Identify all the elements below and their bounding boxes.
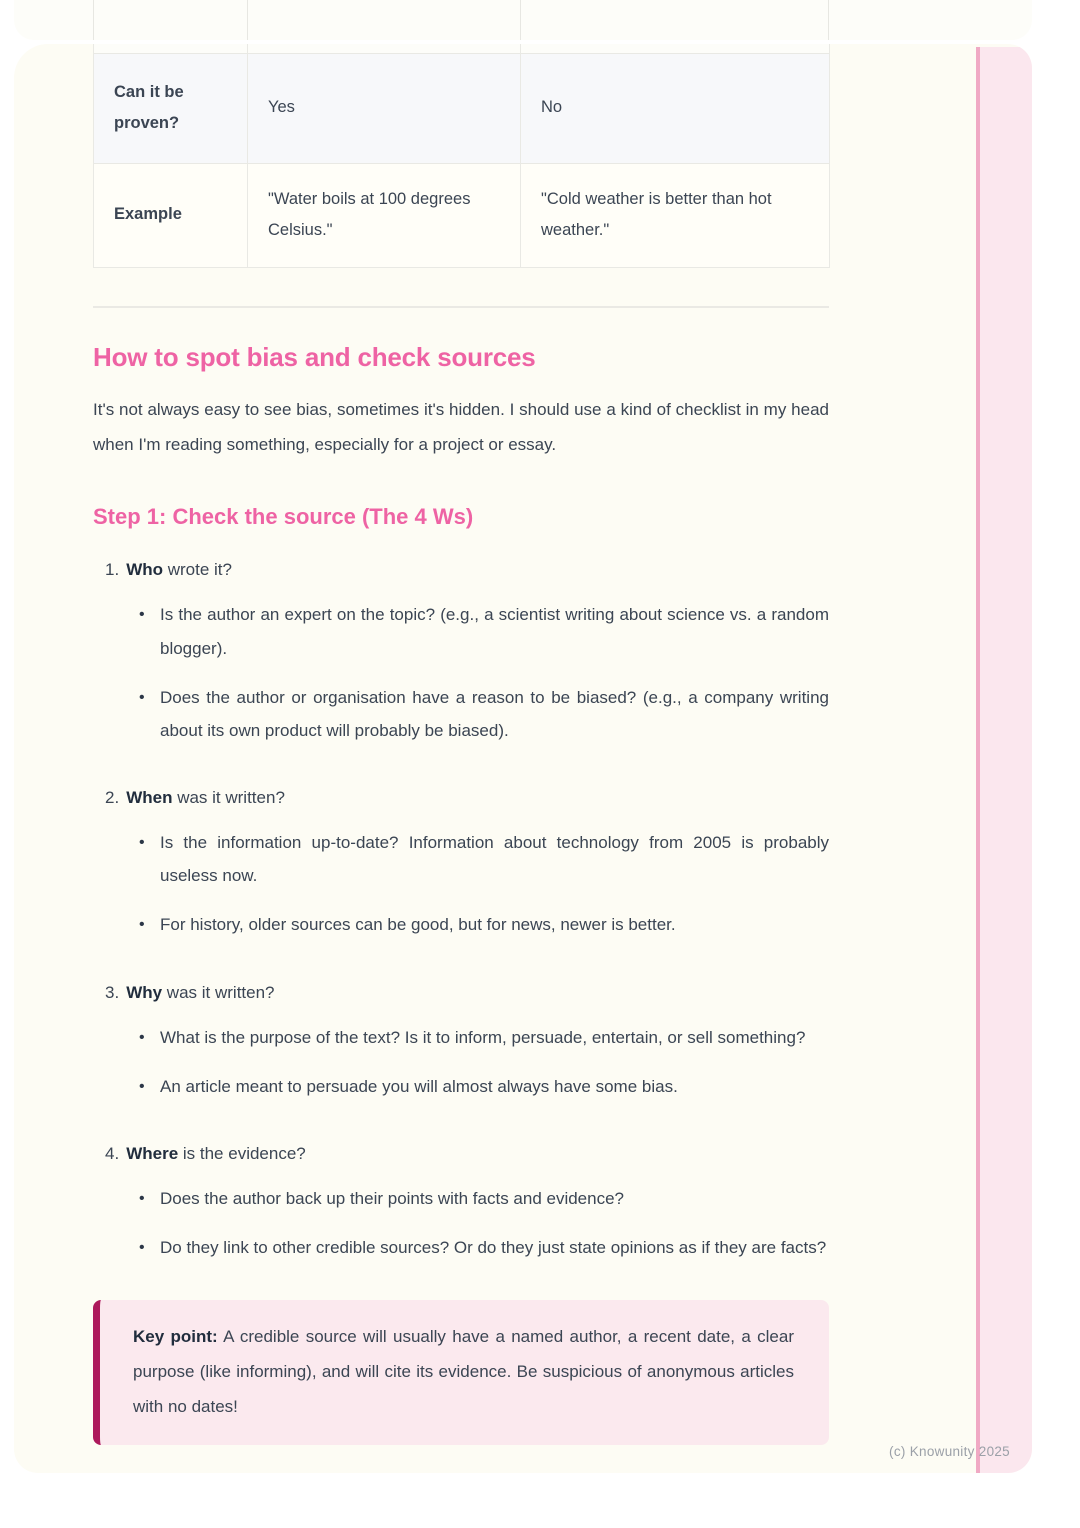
table-border-tick [93,0,94,40]
bullet-text: Does the author back up their points with facts and evidence? [160,1189,625,1209]
step-heading: Step 1: Check the source (The 4 Ws) [93,503,474,529]
list-question: was it written? [162,982,275,1002]
bullet-text: Is the author an expert on the topic? (e.g., a scientist writing about science vs. a random blogger). [160,605,829,658]
table-cell-opinion-example: "Cold weather is better than hot weather." [521,163,830,267]
list-number: 4. [105,1143,120,1163]
page-content [93,44,829,1445]
bullet-text: An article meant to persuade you will almost always have some bias. [160,1076,678,1096]
table-cell-empty [94,44,248,53]
bullet-text: What is the purpose of the text? Is it to inform, persuade, entertain, or sell something? [160,1027,806,1047]
section-heading: How to spot bias and check sources [93,341,536,372]
bullet-icon: • [139,834,145,852]
list-number: 2. [105,787,120,807]
bullet-text: Is the information up-to-date? Information about technology from 2005 is probably useless now. [160,833,829,886]
decorative-side-strip [976,47,1032,1473]
intro-paragraph: It's not always easy to see bias, sometimes it's hidden. I should use a kind of checklist in my head when I'm reading something, especially for a project or essay. [93,400,829,454]
list-bullet [93,1070,829,1103]
table-cell-empty [521,44,830,53]
table-border-tick [828,0,829,40]
list-number: 1. [105,560,120,580]
list-number: 3. [105,982,120,1002]
page-card [14,44,1032,1473]
list-item-why [93,976,829,1009]
table-cell-opinion: No [521,53,830,163]
previous-page-sliver [14,0,1032,40]
keypoint-text: A credible source will usually have a named author, a recent date, a clear purpose (like informing), and will cite its evidence. Be suspicious of anonymous articles with no dates! [133,1327,794,1417]
copyright-text: (c) Knowunity 2025 [889,1444,1010,1459]
list-item-where [93,1137,829,1170]
keypoint-label: Key point: [133,1327,218,1347]
fact-vs-opinion-table [93,44,830,268]
bullet-icon: • [139,606,145,624]
bullet-icon: • [139,1190,145,1208]
list-bullet [93,826,829,892]
list-term: Why [126,982,163,1002]
bullet-text: Does the author or organisation have a reason to be biased? (e.g., a company writing about its own product will probably be biased). [160,687,829,740]
section-divider [93,306,829,308]
table-row-label: Can it be proven? [94,53,248,163]
table-border-tick [520,0,521,40]
list-question: is the evidence? [178,1143,306,1163]
list-bullet [93,1182,829,1215]
table-row-proven [94,53,830,163]
list-bullet [93,598,829,664]
bullet-text: For history, older sources can be good, but for news, newer is better. [160,915,676,935]
list-term: Who [126,560,164,580]
source-checklist [93,553,829,1264]
list-item-who [93,553,829,586]
list-bullet [93,908,829,941]
bullet-icon: • [139,916,145,934]
table-row-label: Example [94,163,248,267]
bullet-text: Do they link to other credible sources? Or do they just state opinions as if they are facts? [160,1238,827,1258]
table-cell-fact-example: "Water boils at 100 degrees Celsius." [248,163,521,267]
list-item-when [93,781,829,814]
list-bullet [93,1231,829,1264]
list-bullet [93,1021,829,1054]
list-question: wrote it? [163,560,232,580]
list-term: When [126,787,173,807]
list-term: Where [126,1143,179,1163]
bullet-icon: • [139,1239,145,1257]
table-border-tick [247,0,248,40]
table-cell-empty [248,44,521,53]
bullet-icon: • [139,1028,145,1046]
bullet-icon: • [139,1077,145,1095]
list-question: was it written? [172,787,285,807]
list-bullet [93,681,829,747]
bullet-icon: • [139,688,145,706]
table-row-example [94,163,830,267]
table-row-cutoff [94,44,830,53]
table-cell-fact: Yes [248,53,521,163]
keypoint-callout [93,1300,829,1445]
